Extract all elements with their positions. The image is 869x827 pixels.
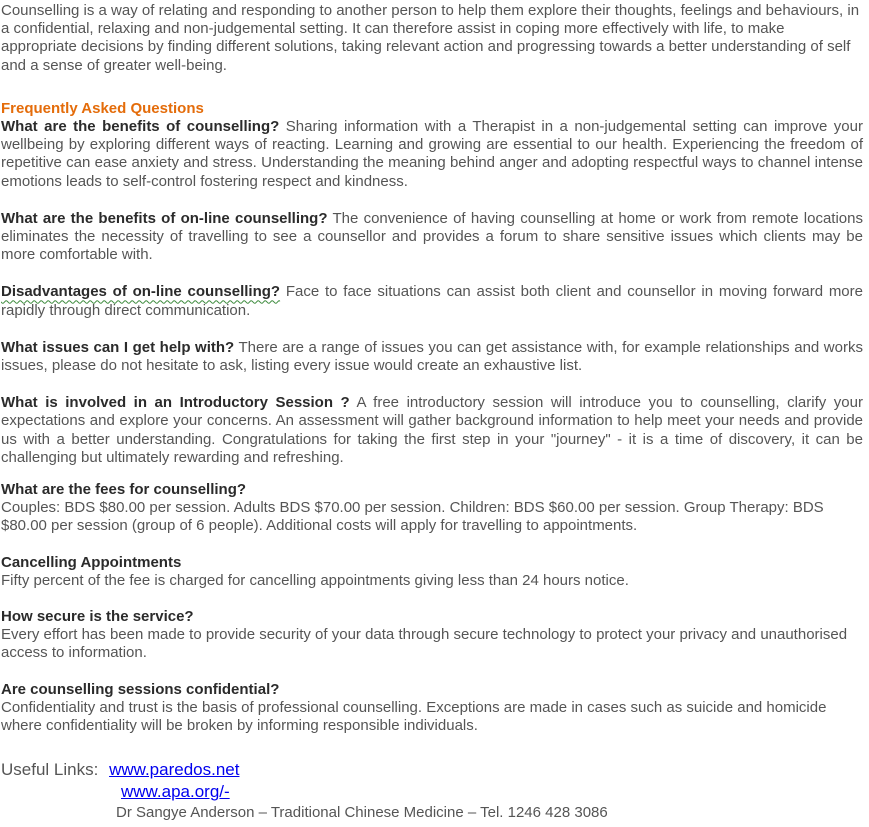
faq-answer: Face to face situations can assist both client and counsellor in moving forward more rapidly through direct communication. [1, 283, 863, 319]
faq-question: What issues can I get help with? [1, 338, 235, 356]
useful-links-label: Useful Links: [1, 760, 99, 780]
link-paredos[interactable]: www.paredos.net [109, 760, 240, 780]
useful-links [1, 759, 863, 803]
faq-item [1, 554, 863, 590]
faq-item [1, 283, 863, 319]
intro-paragraph: Counselling is a way of relating and responding to another person to help them explore their thoughts, feelings and behaviours, in a confidential, relaxing and non-judgemental setting. It can therefore assist in coping more effectively with life, to make appropriate decisions by finding different solutions, taking relevant action and progressing towards a better understanding of self and a sense of greater well-being. [1, 2, 860, 74]
faq-answer: Fifty percent of the fee is charged for cancelling appointments giving less than 24 hours notice. [1, 571, 629, 589]
faq-heading: Frequently Asked Questions [1, 99, 204, 117]
faq-question: What are the benefits of counselling? [1, 118, 280, 136]
faq-item [1, 608, 863, 663]
faq-answer: Sharing information with a Therapist in a non-judgemental setting can improve your wellbeing by exploring different ways of reacting. Learning and growing are essential to our health. Experiencing the freedom of repetitive can ease anxiety and stress. Understanding the meaning behind anger and adopting respectful ways to channel intense emotions leads to self-control fostering respect and kindness. [1, 118, 863, 190]
faq-question: Disadvantages of on-line counselling? [1, 283, 281, 301]
faq-question: Cancelling Appointments [1, 553, 182, 571]
faq-answer: A free introductory session will introduce you to counselling, clarify your expectations and explore your concerns. An assessment will gather background information to help meet your needs and provide us with a better understanding. Congratulations for taking the first step in your "journey" - it is a time of discovery, it can be challenging but ultimately rewarding and refreshing. [1, 394, 863, 466]
faq-item [1, 481, 863, 536]
faq-question: What is involved in an Introductory Session ? [1, 394, 350, 412]
faq-answer: The convenience of having counselling at home or work from remote locations eliminates the necessity of travelling to see a counsellor and provides a forum to share sensitive issues which clients may be more comfortable with. [1, 209, 863, 264]
faq-answer: Couples: BDS $80.00 per session. Adults BDS $70.00 per session. Children: BDS $60.00 per session. Group Therapy: BDS $80.00 per session (group of 6 people). Additional costs will apply for travelling to appointments. [1, 499, 824, 535]
faq-item [1, 681, 863, 736]
link-apa[interactable]: www.apa.org/- [121, 782, 230, 802]
faq-answer: There are a range of issues you can get assistance with, for example relationships and works issues, please do not hesitate to ask, listing every issue would create an exhaustive list. [1, 338, 863, 375]
faq-answer: Confidentiality and trust is the basis of professional counselling. Exceptions are made in cases such as suicide and homicide where confidentiality will be broken by informing responsible individuals. [1, 698, 827, 735]
faq-answer: Every effort has been made to provide security of your data through secure technology to protect your privacy and unauthorised access to information. [1, 626, 848, 662]
faq-item [1, 394, 863, 467]
faq-question: What are the benefits of on-line counselling? [1, 209, 328, 227]
faq-question: How secure is the service? [1, 608, 194, 626]
faq-item [1, 339, 863, 375]
faq-item [1, 118, 863, 191]
faq-question: Are counselling sessions confidential? [1, 680, 280, 698]
document-body [1, 2, 863, 823]
credit-line: Dr Sangye Anderson – Traditional Chinese Medicine – Tel. 1246 428 3086 [116, 804, 608, 822]
faq-item [1, 210, 863, 265]
faq-question: What are the fees for counselling? [1, 481, 247, 499]
